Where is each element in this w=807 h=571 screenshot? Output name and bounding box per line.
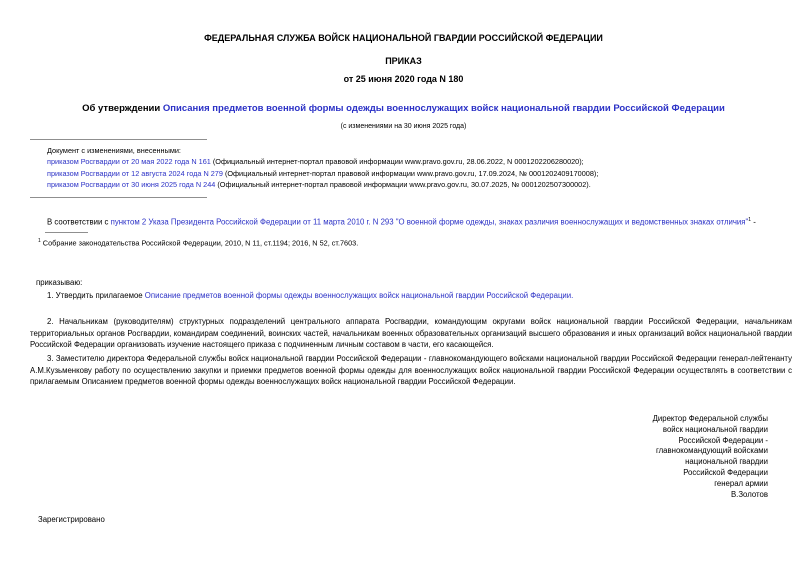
- amendments-block: [47, 145, 598, 191]
- signature-line: национальной гвардии: [685, 457, 768, 467]
- amendment-order-link[interactable]: приказом Росгвардии от 12 августа 2024 года N 279: [47, 168, 223, 178]
- document-type: ПРИКАЗ: [385, 56, 422, 66]
- signature-line: Российской Федерации -: [678, 435, 768, 445]
- amendment-item: [47, 168, 598, 179]
- amendment-order-link[interactable]: приказом Росгвардии от 20 мая 2022 года N 161: [47, 157, 211, 167]
- preamble-suffix: -: [751, 217, 756, 227]
- preamble-prefix: В соответствии с: [47, 217, 111, 227]
- preamble-paragraph: [30, 215, 792, 228]
- signature-name: В.Золотов: [730, 489, 768, 499]
- divider-top: [30, 139, 207, 140]
- amendment-item: [47, 156, 598, 167]
- footnote-marker: 1: [748, 217, 752, 223]
- title-description-link[interactable]: Описания предметов военной формы одежды военнослужащих войск национальной гвардии Российской Федерации: [162, 103, 725, 114]
- amendments-intro: Документ с изменениями, внесенными:: [47, 146, 181, 155]
- amendment-source: (Официальный интернет-портал правовой информации www.pravo.gov.ru, 17.09.2024, № 0001202409170008);: [222, 168, 599, 178]
- amendment-order-link[interactable]: приказом Росгвардии от 30 июня 2025 года N 244: [47, 180, 216, 190]
- footnote-text: Собрание законодательства Российской Федерации, 2010, N 11, ст.1194; 2016, N 52, ст.7603.: [40, 238, 359, 248]
- paragraph-2: 2. Начальникам (руководителям) структурных подразделений центрального аппарата Росгвардии, командующим округами войск национальной гвардии Российской Федерации, начальникам территориальных органов Росгвардии, командирам соединений, воинских частей, начальникам военных образовательных организаций высшего образования и иных организаций войск национальной гвардии Российской Федерации организовать изучение настоящего приказа с подчиненным личным составом в части, его касающейся.: [30, 317, 792, 349]
- signature-line: войск национальной гвардии: [662, 424, 768, 434]
- amendment-source: (Официальный интернет-портал правовой информации www.pravo.gov.ru, 30.07.2025, № 0001202507300002).: [215, 180, 591, 190]
- paragraph-1: [30, 290, 792, 302]
- amendment-source: (Официальный интернет-портал правовой информации www.pravo.gov.ru, 28.06.2022, N 0001202206280020);: [210, 157, 584, 167]
- order-word: приказываю:: [36, 278, 83, 287]
- footnote-divider: [45, 232, 88, 233]
- amendment-item: [47, 179, 598, 190]
- footnote: [38, 238, 358, 247]
- signature-line: Директор Федеральной службы: [652, 414, 768, 423]
- signature-line: генерал армии: [714, 478, 768, 488]
- edition-note: (с изменениями на 30 июня 2025 года): [340, 123, 467, 130]
- paragraph-3: 3. Заместителю директора Федеральной службы войск национальной гвардии Российской Федерации - главнокомандующего войсками национальной гвардии Российской Федерации генерал-лейтенанту А.М.Кузьменкову работу по осуществлению закупки и приемки предметов военной формы одежды для военнослужащих войск национальной гвардии Российской Федерации осуществлять в соответствии с прилагаемым Описанием предметов военной формы одежды военнослужащих войск национальной гвардии Российской Федерации.: [30, 354, 792, 386]
- paragraph-1-prefix: 1. Утвердить прилагаемое: [47, 291, 145, 300]
- registration-note: Зарегистрировано: [38, 515, 105, 524]
- decree-link[interactable]: пунктом 2 Указа Президента Российской Федерации от 11 марта 2010 г. N 293 "О военной форме одежды, знаках различия военнослужащих и ведомственных знаках отличия": [110, 217, 749, 227]
- footnote-marker: 1: [38, 238, 41, 244]
- signature-block: [653, 414, 768, 500]
- title-prefix: Об утверждении: [82, 103, 163, 114]
- divider-bottom: [30, 197, 207, 198]
- signature-line: главнокомандующий войсками: [655, 446, 768, 456]
- signature-line: Российской Федерации: [683, 467, 768, 477]
- description-link[interactable]: Описание предметов военной формы одежды военнослужащих войск национальной гвардии Российской Федерации.: [144, 291, 574, 300]
- document-date-number: от 25 июня 2020 года N 180: [343, 74, 464, 84]
- organization-name: ФЕДЕРАЛЬНАЯ СЛУЖБА ВОЙСК НАЦИОНАЛЬНОЙ ГВАРДИИ РОССИЙСКОЙ ФЕДЕРАЦИИ: [204, 33, 603, 43]
- document-title: [30, 103, 777, 114]
